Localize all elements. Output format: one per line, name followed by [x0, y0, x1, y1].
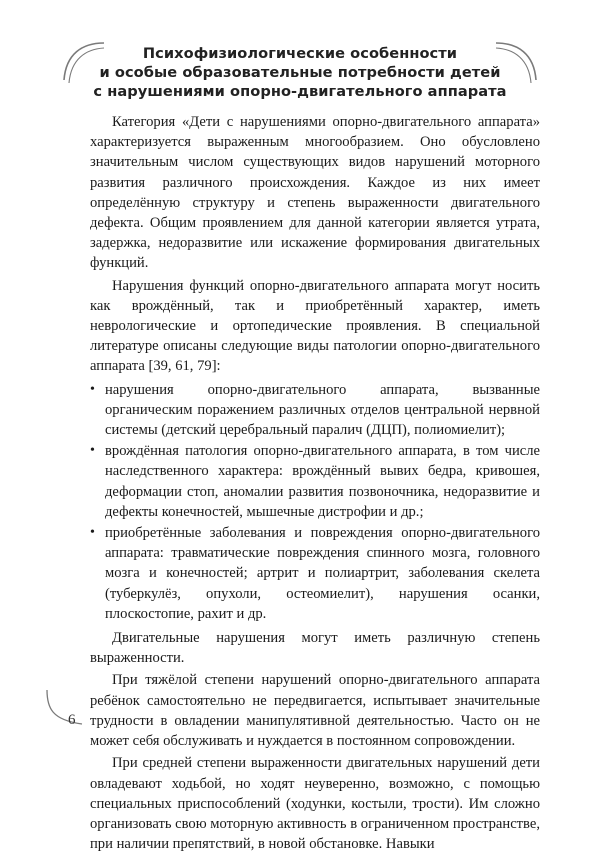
list-item-text: приобретённые заболевания и повреждения опорно-двигательного аппарата: травматические повреждения спинного мозга, головного мозга и конечностей; артрит и полиартрит, заболевания скелета (туберкулёз, опухоли, остеомиелит), нарушения осанки, плоскостопие, рахит и др. — [105, 525, 540, 622]
bullet-icon: • — [90, 381, 95, 397]
list-item — [90, 380, 540, 441]
bullet-icon: • — [90, 443, 95, 459]
list-item-text: врождённая патология опорно-двигательного аппарата, в том числе наследственного характера: врождённый вывих бедра, кривошея, деформации стоп, аномалии развития позвоночника, недоразвитие и дефекты конечностей, мышечные дистрофии и др.; — [105, 443, 540, 520]
paragraph: Категория «Дети с нарушениями опорно-двигательного аппарата» характеризуется выраженным многообразием. Оно обусловлено значительным числом существующих видов нарушений моторного развития различного происхождения. Каждое из них имеет определённую структуру и степень выраженности двигательного дефекта. Общим проявлением для данной категории является утрата, задержка, недоразвитие или искажение формирования двигательных функций. — [90, 114, 540, 272]
paragraph: Двигательные нарушения могут иметь различную степень выраженности. — [90, 630, 540, 667]
list-item — [90, 441, 540, 522]
section-title-line: Психофизиологические особенности — [142, 45, 458, 62]
paragraph: При тяжёлой степени нарушений опорно-двигательного аппарата ребёнок самостоятельно не передвигается, испытывает значительные трудности в овладении манипулятивной деятельностью. Часто он не может себя обслуживать и нуждается в постоянном сопровождении. — [90, 672, 540, 750]
page-body — [90, 112, 540, 854]
section-title-line: и особые образовательные потребности детей — [99, 64, 501, 81]
list-item-text: нарушения опорно-двигательного аппарата, вызванные органическим поражением различных отделов центральной нервной системы (детский церебральный паралич (ДЦП), полиомиелит); — [105, 381, 540, 439]
list-item — [90, 523, 540, 624]
footer-ornament — [44, 690, 84, 730]
pathology-list — [90, 380, 540, 624]
paragraph: Нарушения функций опорно-двигательного аппарата могут носить как врождённый, так и приобретённый характер, иметь неврологические и ортопедические проявления. В специальной литературе описаны следующие виды патологии опорно-двигательного аппарата [39, 61, 79]: — [90, 277, 540, 375]
page-number: 6 — [68, 712, 76, 728]
section-title — [60, 44, 540, 106]
paragraph: При средней степени выраженности двигательных нарушений дети овладевают ходьбой, но ходят неуверенно, возможно, с помощью специальных приспособлений (ходунки, костыли, трости). Им сложно организовать свою моторную активность в ограниченном пространстве, при наличии препятствий, в новой обстановке. Навыки — [90, 755, 540, 853]
section-title-line: с нарушениями опорно-двигательного аппарата — [93, 83, 507, 100]
bullet-icon: • — [90, 525, 95, 541]
